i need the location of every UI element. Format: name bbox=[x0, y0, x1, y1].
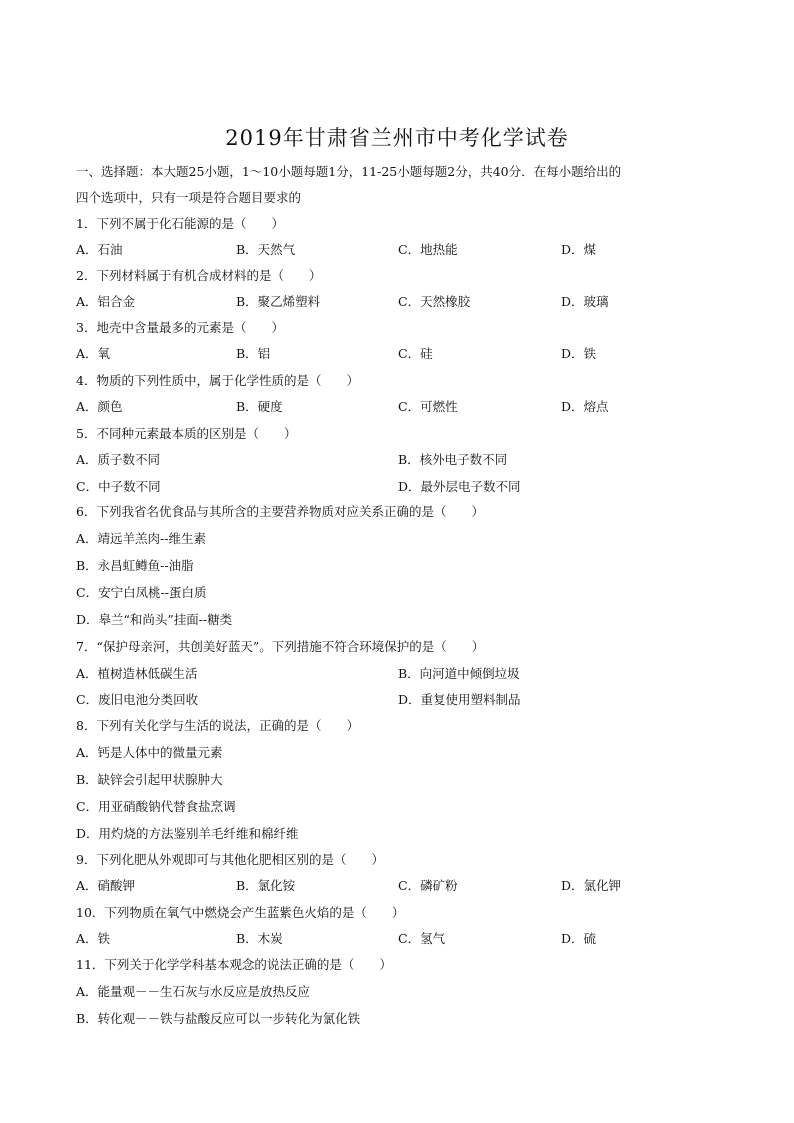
question-2-stem: 2．下列材料属于有机合成材料的是（ ） bbox=[76, 268, 322, 283]
question-4-stem: 4．物质的下列性质中，属于化学性质的是（ ） bbox=[76, 373, 359, 388]
question-4-option-a: A．颜色 bbox=[76, 399, 123, 414]
question-7-option-a: A．植树造林低碳生活 bbox=[76, 666, 198, 681]
question-6-option-d: D．皋兰“和尚头”挂面--糖类 bbox=[76, 612, 233, 627]
question-1-stem: 1．下列不属于化石能源的是（ ） bbox=[76, 216, 284, 231]
question-9-stem: 9．下列化肥从外观即可与其他化肥相区别的是（ ） bbox=[76, 852, 384, 867]
question-3-stem: 3．地壳中含量最多的元素是（ ） bbox=[76, 320, 284, 335]
question-6-stem: 6．下列我省名优食品与其所含的主要营养物质对应关系正确的是（ ） bbox=[76, 504, 484, 519]
page-title: 2019年甘肃省兰州市中考化学试卷 bbox=[225, 126, 569, 150]
question-2-option-c: C．天然橡胶 bbox=[398, 294, 471, 309]
question-4-option-d: D．熔点 bbox=[561, 399, 609, 414]
question-11-option-a: A．能量观－－生石灰与水反应是放热反应 bbox=[76, 984, 311, 999]
question-8-option-d: D．用灼烧的方法鉴别羊毛纤维和棉纤维 bbox=[76, 826, 299, 841]
question-5-stem: 5．不同种元素最本质的区别是（ ） bbox=[76, 426, 297, 441]
question-5-option-a: A．质子数不同 bbox=[76, 452, 161, 467]
question-11-stem: 11．下列关于化学学科基本观念的说法正确的是（ ） bbox=[76, 957, 392, 972]
question-2-option-d: D．玻璃 bbox=[561, 294, 609, 309]
question-5-option-c: C．中子数不同 bbox=[76, 479, 161, 494]
question-5-option-d: D．最外层电子数不同 bbox=[398, 479, 521, 494]
question-9-option-a: A．硝酸钾 bbox=[76, 878, 136, 893]
question-9-option-c: C．磷矿粉 bbox=[398, 878, 458, 893]
question-10-option-d: D．硫 bbox=[561, 931, 597, 946]
section-instructions-line-1: 一、选择题：本大题25小题，1～10小题每题1分，11-25小题每题2分，共40分．在每小题给出的 bbox=[76, 164, 622, 179]
question-7-option-d: D．重复使用塑料制品 bbox=[398, 692, 521, 707]
question-7-option-b: B．向河道中倾倒垃圾 bbox=[398, 666, 520, 681]
question-1-option-b: B．天然气 bbox=[236, 242, 296, 257]
question-9-option-d: D．氯化钾 bbox=[561, 878, 622, 893]
question-9-option-b: B．氯化铵 bbox=[236, 878, 296, 893]
question-2-option-b: B．聚乙烯塑料 bbox=[236, 294, 321, 309]
question-10-option-c: C．氢气 bbox=[398, 931, 446, 946]
question-6-option-b: B．永昌虹鳟鱼--油脂 bbox=[76, 558, 194, 573]
question-2-option-a: A．铝合金 bbox=[76, 294, 136, 309]
question-3-option-d: D．铁 bbox=[561, 346, 597, 361]
question-3-option-b: B．铝 bbox=[236, 346, 271, 361]
question-5-option-b: B．核外电子数不同 bbox=[398, 452, 508, 467]
question-8-option-b: B．缺锌会引起甲状腺肿大 bbox=[76, 772, 223, 787]
question-1-option-c: C．地热能 bbox=[398, 242, 458, 257]
question-11-option-b: B．转化观－－铁与盐酸反应可以一步转化为氯化铁 bbox=[76, 1011, 361, 1026]
question-10-option-a: A．铁 bbox=[76, 931, 111, 946]
question-1-option-a: A．石油 bbox=[76, 242, 123, 257]
question-6-option-a: A．靖远羊羔肉--维生素 bbox=[76, 531, 206, 546]
question-10-option-b: B．木炭 bbox=[236, 931, 283, 946]
question-7-stem: 7．“保护母亲河，共创美好蓝天”。下列措施不符合环境保护的是（ ） bbox=[76, 639, 485, 654]
question-3-option-c: C．硅 bbox=[398, 346, 433, 361]
question-4-option-c: C．可燃性 bbox=[398, 399, 458, 414]
question-10-stem: 10．下列物质在氧气中燃烧会产生蓝紫色火焰的是（ ） bbox=[76, 905, 405, 920]
question-8-option-a: A．钙是人体中的微量元素 bbox=[76, 745, 223, 760]
question-8-option-c: C．用亚硝酸钠代替食盐烹调 bbox=[76, 799, 236, 814]
question-8-stem: 8．下列有关化学与生活的说法，正确的是（ ） bbox=[76, 718, 359, 733]
question-4-option-b: B．硬度 bbox=[236, 399, 283, 414]
question-1-option-d: D．煤 bbox=[561, 242, 597, 257]
section-instructions-line-2: 四个选项中，只有一项是符合题目要求的 bbox=[76, 190, 302, 205]
question-6-option-c: C．安宁白凤桃--蛋白质 bbox=[76, 585, 207, 600]
question-7-option-c: C．废旧电池分类回收 bbox=[76, 692, 199, 707]
question-3-option-a: A．氧 bbox=[76, 346, 111, 361]
